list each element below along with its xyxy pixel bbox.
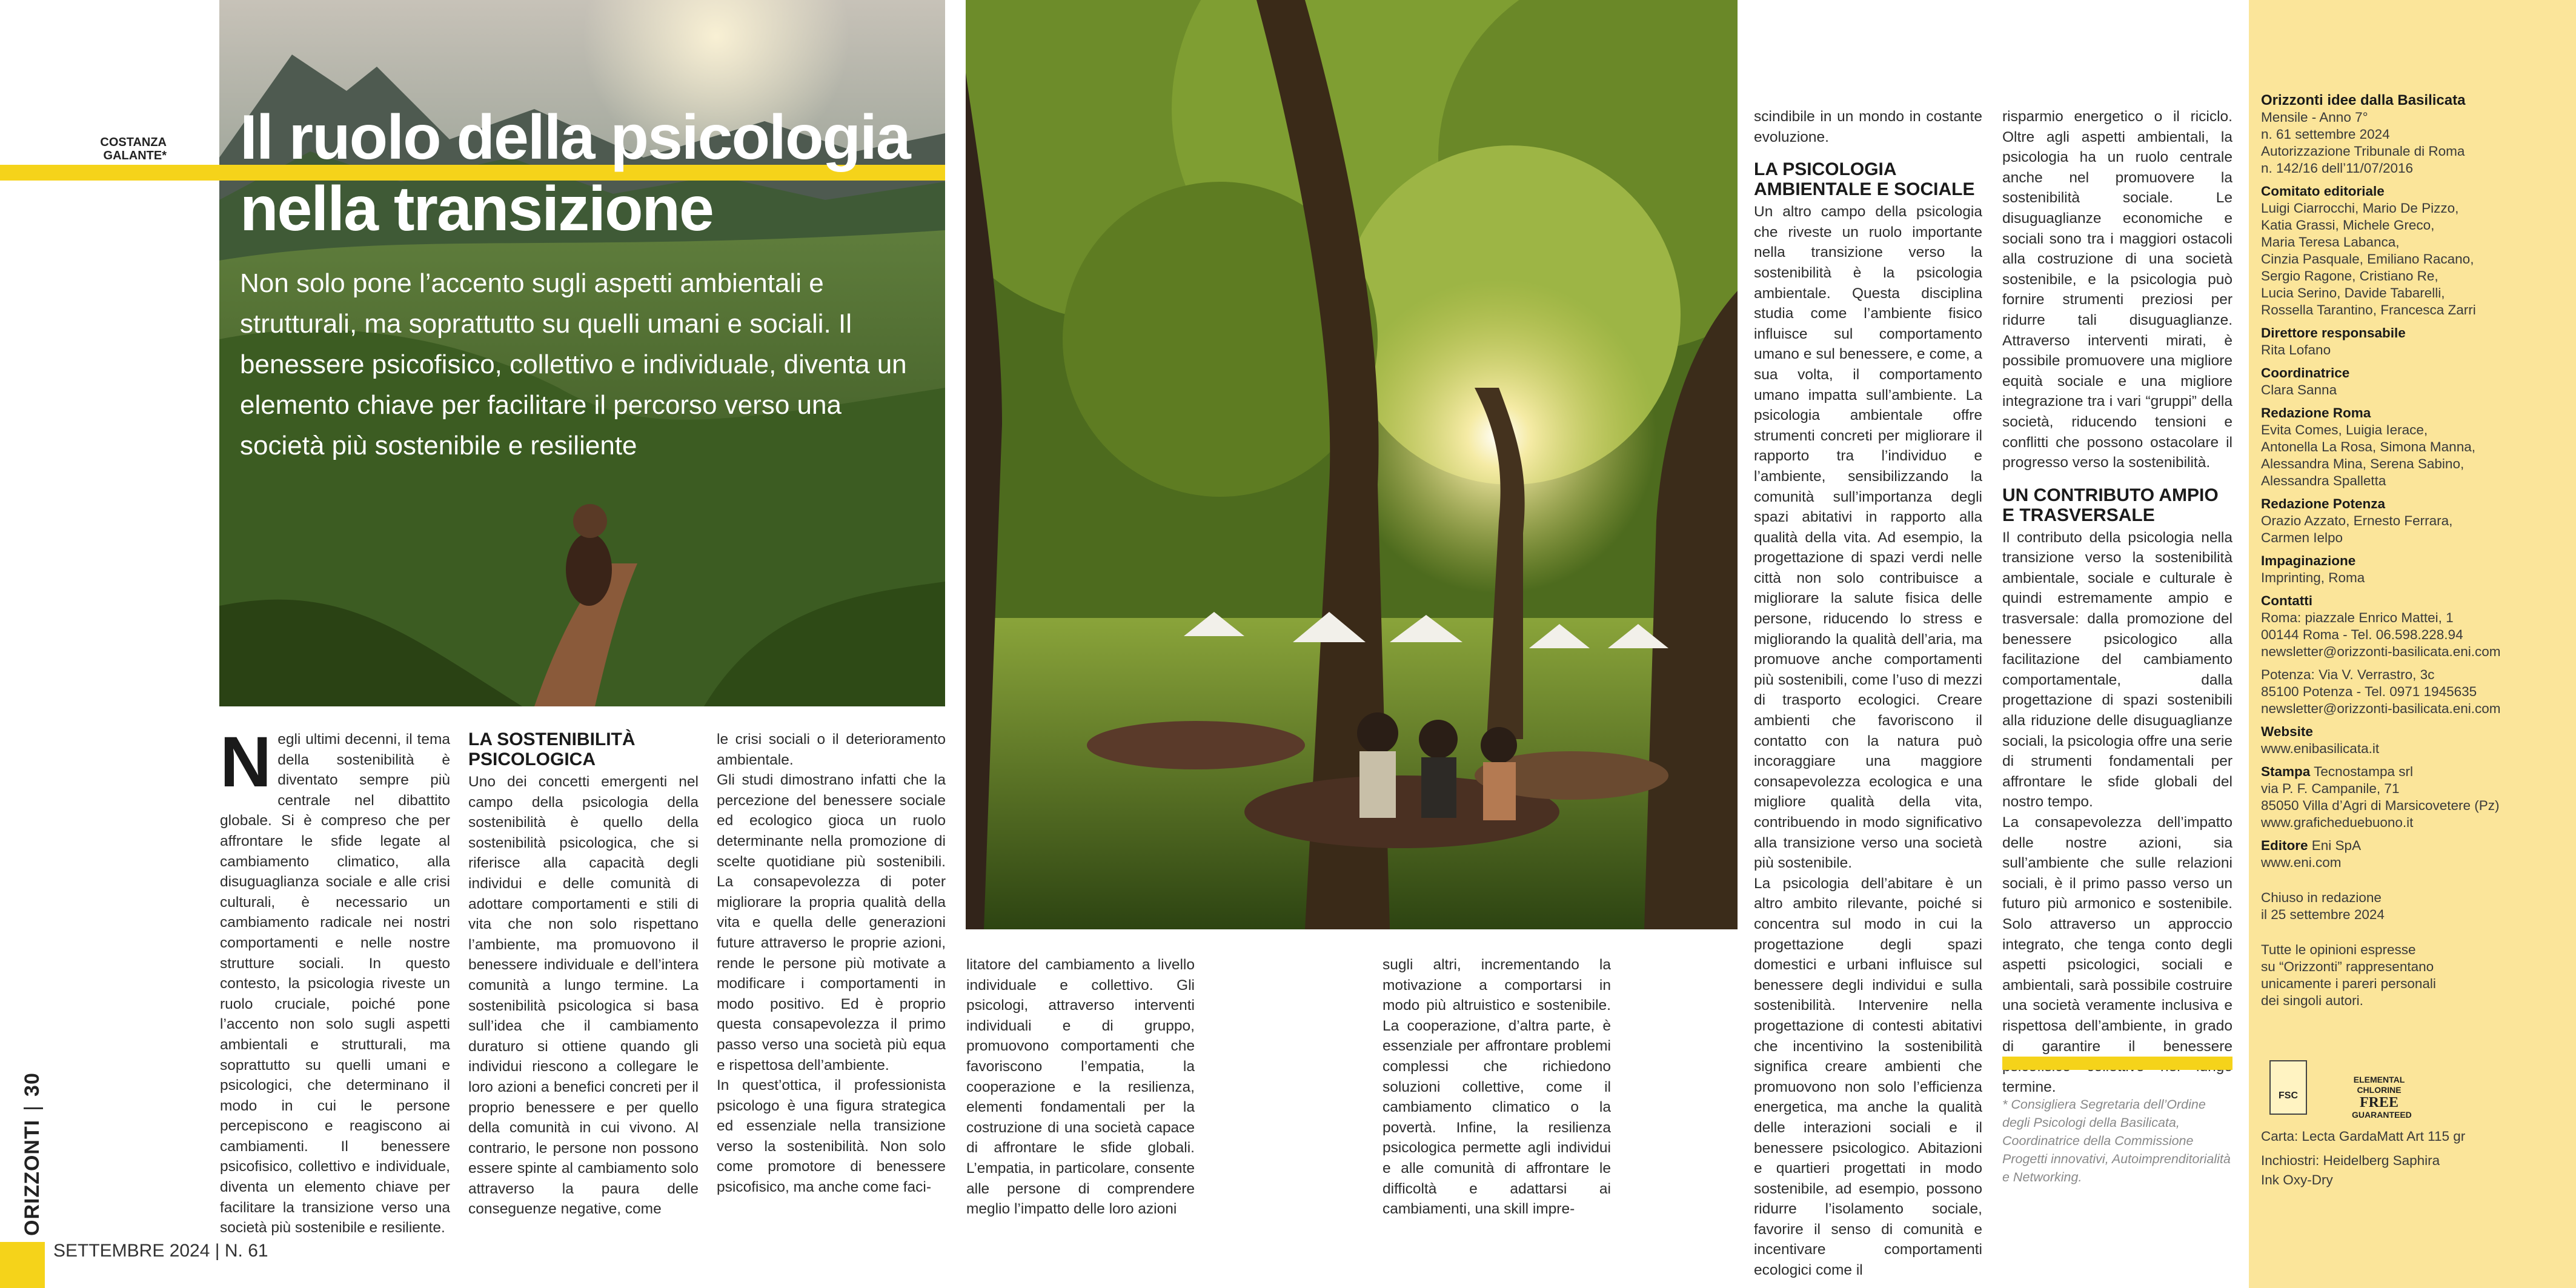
redazione-potenza-heading: Redazione Potenza: [2261, 496, 2386, 511]
roma-line-4: Alessandra Spalletta: [2261, 473, 2386, 488]
footnote-yellow-rule: [2002, 1057, 2232, 1070]
text-column-3: [717, 729, 946, 1198]
impaginazione-name: Imprinting, Roma: [2261, 570, 2365, 585]
stampa-site[interactable]: www.graficheduebuono.it: [2261, 815, 2414, 830]
paragraph-sostenibilita: Uno dei concetti emergenti nel campo della psicologia della sostenibilità è quello della sostenibilità psicologica, che si riferisce alla capacità degli individui e delle comunità di adottare comportamenti e stili di vita che non solo rispettano l’ambiente, ma promuovono il benessere individuale e dell’intera comunità a lungo termine. La sostenibilità psicologica si basa sull’idea che il cambiamento duraturo si ottiene quando gli individui riescono a collegare le loro azioni a benefici concreti per il proprio benessere e per quello della comunità in cui vivono. Al contrario, le persone non possono essere spinte al cambiamento solo attraverso la paura delle conseguenze negative, come: [468, 774, 699, 1218]
coordinatrice-name: Clara Sanna: [2261, 382, 2337, 397]
inchiostri-line-1: Inchiostri: Heidelberg Saphira: [2261, 1153, 2440, 1168]
potenza-line-2: Carmen Ielpo: [2261, 530, 2343, 545]
text-column-7: [2002, 107, 2232, 1097]
colophon-text: [2261, 92, 2564, 1009]
fsc-logo-icon: FSC: [2269, 1060, 2307, 1115]
opinioni-line-1: Tutte le opinioni espresse: [2261, 942, 2416, 957]
chiuso-line-1: Chiuso in redazione: [2261, 890, 2382, 905]
text-column-5: [1383, 955, 1611, 1220]
contatti-potenza-1: Potenza: Via V. Verrastro, 3c: [2261, 667, 2435, 682]
heading-contributo: UN CONTRIBUTO AMPIO E TRASVERSALE: [2002, 485, 2219, 525]
impaginazione-heading: Impaginazione: [2261, 553, 2356, 568]
colophon-panel: [2249, 0, 2576, 1288]
contatti-roma-1: Roma: piazzale Enrico Mattei, 1: [2261, 610, 2454, 625]
opinioni-line-3: unicamente i pareri personali: [2261, 976, 2436, 991]
park-photo-gathering: [966, 0, 1738, 929]
issue-footer: SETTEMBRE 2024 | N. 61: [53, 1241, 268, 1261]
comitato-line-7: Rossella Tarantino, Francesca Zarri: [2261, 302, 2476, 317]
intro-paragraph: egli ultimi decenni, il tema della sostenibilità è diventato sempre più centrale nel dibattito globale. Si è compreso che per affrontare le sfide legate al cambiamento climatico, alla disuguaglianza sociale e alle crisi culturali, è necessario un cambiamento radicale nei nostri comportamenti e nelle nostre strutture sociali. In questo contesto, la psicologia riveste un ruolo cruciale, poiché pone l’accento non solo sugli aspetti ambientali e strutturali, ma soprattutto su quelli umani e psicologici, che determinano il modo in cui le persone percepiscono e reagiscono ai cambiamenti. Il benessere psicofisico, collettivo e individuale, diventa un elemento chiave per facilitare la transizione verso una società più sostenibile e resiliente.: [220, 731, 450, 1237]
side-margin: [0, 0, 55, 1288]
magazine-name: ORIZZONTI: [21, 1119, 44, 1236]
ecf-logo-icon: ELEMENTAL CHLORINE FREE GUARANTEED: [2352, 1075, 2412, 1120]
website-heading: Website: [2261, 724, 2313, 739]
website-link[interactable]: www.enibasilicata.it: [2261, 741, 2380, 756]
certification-logos: [2261, 1059, 2443, 1126]
text-column-1: [220, 722, 450, 1238]
chiuso-line-2: il 25 settembre 2024: [2261, 907, 2385, 922]
paragraph-ambientale: Un altro campo della psicologia che riveste un ruolo importante nella transizione verso la sostenibilità è la psicologia ambientale. Questa disciplina studia come l’ambiente fisico influisce sul comportamento umano e sul benessere, e come, a sua volta, il comportamento umano impatta sull’ambiente. La psicologia ambientale offre strumenti concreti per migliorare il rapporto tra l’individuo e l’ambiente, sensibilizzando la comunità sull’importanza degli spazi abitativi in rapporto alla qualità della vita. Ad esempio, la progettazione di spazi verdi nelle città non solo contribuisce a migliorare la salute fisica delle persone, riducendo lo stress e migliorando la qualità dell’aria, ma promuove anche comportamenti più sostenibili, come l’uso di mezzi di trasporto ecologici. Creare ambienti che favoriscono il contatto con la natura può incoraggiare una maggiore consapevolezza ecologica e una migliore qualità della vita, contribuendo in modo significativo alla transizione verso una società più sostenibile.: [1754, 204, 1982, 872]
comitato-line-1: Luigi Ciarrocchi, Mario De Pizzo,: [2261, 201, 2459, 216]
text-column-4: [966, 955, 1195, 1220]
yellow-corner-block: [0, 1242, 45, 1288]
paragraph-contributo: Il contributo della psicologia nella transizione verso la sostenibilità ambientale, sociale e culturale è quindi estremamente ampio e trasversale: dalla promozione del benessere psicologico alla facilitazione del cambiamento comportamentale, dalla progettazione di spazi sostenibili alla riduzione delle disuguaglianze sociali, la psicologia offre una serie di strumenti fondamentali per affrontare le sfide globali del nostro tempo.: [2002, 529, 2232, 811]
direttore-heading: Direttore responsabile: [2261, 325, 2406, 340]
stampa-company: Tecnostampa srl: [2314, 764, 2413, 779]
paragraph-ottica: In quest’ottica, il professionista psicologo è una figura strategica ed essenziale nella transizione verso la sostenibilità. Non solo come promotore di benessere psicofisico, ma anche come faci-: [717, 1077, 946, 1196]
paragraph-crisi: le crisi sociali o il deterioramento ambientale.: [717, 731, 946, 768]
colophon-info-3: Autorizzazione Tribunale di Roma: [2261, 144, 2465, 159]
comitato-line-6: Lucia Serino, Davide Tabarelli,: [2261, 285, 2445, 300]
opinioni-line-4: dei singoli autori.: [2261, 993, 2363, 1008]
comitato-line-4: Cinzia Pasquale, Emiliano Racano,: [2261, 251, 2474, 267]
colophon-info-4: n. 142/16 dell’11/07/2016: [2261, 161, 2414, 176]
text-column-2: [468, 729, 699, 1220]
direttore-name: Rita Lofano: [2261, 342, 2331, 357]
editore-site[interactable]: www.eni.com: [2261, 855, 2342, 870]
stampa-line-2: 85050 Villa d’Agri di Marsicovetere (Pz): [2261, 798, 2500, 813]
colophon-info-2: n. 61 settembre 2024: [2261, 127, 2390, 142]
editore-name: Eni SpA: [2311, 838, 2362, 853]
article-title: Il ruolo della psicologia nella transizione: [240, 102, 910, 244]
author-footnote: * Consigliera Segretaria dell’Ordine degli Psicologi della Basilicata, Coordinatrice della Commissione Progetti innovativi, Autoimprenditorialità e Networking.: [2002, 1097, 2231, 1184]
inchiostri-line-2: Ink Oxy-Dry: [2261, 1172, 2333, 1187]
page-number: 30: [21, 1072, 44, 1097]
author-name: COSTANZA GALANTE*: [100, 136, 167, 162]
carta-line: Carta: Lecta GardaMatt Art 115 gr: [2261, 1129, 2466, 1144]
vertical-page-label: ORIZZONTI|30: [21, 1072, 44, 1236]
potenza-line-1: Orazio Azzato, Ernesto Ferrara,: [2261, 513, 2453, 528]
park-photo-illustration: [966, 0, 1738, 929]
paragraph-studi: Gli studi dimostrano infatti che la percezione del benessere sociale ed ecologico gioca un ruolo determinante nella promozione di scelte quotidiane più sostenibili. La consapevolezza di poter migliorare la propria qualità della vita e quella delle generazioni future attraverso le proprie azioni, rende le persone più motivate a modificare i comportamenti in modo positivo. Ed è proprio questa consapevolezza il primo passo verso una società più equa e rispettosa dell’ambiente.: [717, 772, 946, 1074]
paragraph-facilitatore: litatore del cambiamento a livello individuale e collettivo. Gli psicologi, attraverso interventi individuali e di gruppo, promuovono comportamenti che favoriscono l’empatia, la cooperazione e la resilienza, elementi fondamentali per la costruzione di una società capace di affrontare le sfide globali. L’empatia, in particolare, consente alle persone di comprendere meglio l’impatto delle loro azioni: [966, 957, 1195, 1218]
contatti-roma-2: 00144 Roma - Tel. 06.598.228.94: [2261, 627, 2463, 642]
colophon-title: Orizzonti idee dalla Basilicata: [2261, 92, 2466, 108]
paper-ink-info: [2261, 1127, 2564, 1190]
contatti-heading: Contatti: [2261, 593, 2312, 608]
stampa-heading: Stampa: [2261, 764, 2311, 779]
comitato-line-2: Katia Grassi, Michele Greco,: [2261, 217, 2435, 233]
contatti-roma-email[interactable]: newsletter@orizzonti-basilicata.eni.com: [2261, 644, 2501, 659]
comitato-heading: Comitato editoriale: [2261, 184, 2385, 199]
paragraph-scindibile: scindibile in un mondo in costante evoluzione.: [1754, 108, 1982, 145]
drop-cap: N: [220, 722, 272, 802]
colophon-info-1: Mensile - Anno 7°: [2261, 110, 2368, 125]
paragraph-sociale: risparmio energetico o il riciclo. Oltre agli aspetti ambientali, la psicologia ha un ruolo centrale anche nel promuovere la sostenibilità sociale. Le disuguaglianze economiche e sociali sono tra i maggiori ostacoli alla costruzione di una società sostenibile, e la psicologia può fornire strumenti preziosi per ridurre tali disuguaglianze. Attraverso interventi mirati, è possibile promuovere una migliore equità sociale e una migliore integrazione tra i vari “gruppi” della società, riducendo tensioni e conflitti che possono ostacolare il progresso verso la sostenibilità.: [2002, 108, 2232, 471]
opinioni-line-2: su “Orizzonti” rappresentano: [2261, 959, 2434, 974]
heading-ambientale: LA PSICOLOGIA AMBIENTALE E SOCIALE: [1754, 159, 1975, 200]
roma-line-1: Evita Comes, Luigia Ierace,: [2261, 422, 2428, 437]
stampa-line-1: via P. F. Campanile, 71: [2261, 781, 2400, 796]
coordinatrice-heading: Coordinatrice: [2261, 365, 2350, 380]
paragraph-consapevolezza: La consapevolezza dell’impatto delle nostre azioni, sia sull’ambiente che sulle relazioni sociali, è il primo passo verso un futuro più armonico e sostenibile. Solo attraverso un approccio integrato, che tenga conto degli aspetti psicologici, sociali e ambientali, sarà possibile costruire una società veramente inclusiva e rispettosa dell’ambiente, in grado di garantire il benessere termine.: [2002, 814, 2232, 1095]
heading-sostenibilita: LA SOSTENIBILITÀ PSICOLOGICA: [468, 729, 636, 769]
roma-line-3: Alessandra Mina, Serena Sabino,: [2261, 456, 2465, 471]
stampa-line: [2261, 763, 2564, 780]
comitato-line-5: Sergio Ragone, Cristiano Re,: [2261, 268, 2438, 284]
roma-line-2: Antonella La Rosa, Simona Manna,: [2261, 439, 2475, 454]
paragraph-abitare: La psicologia dell’abitare è un altro ambito rilevante, poiché si concentra sul modo in cui la progettazione degli spazi domestici e urbani influisce sul benessere degli individui e sulla sostenibilità. Intervenire nella progettazione di contesti abitativi che incentivino la sostenibilità significa creare ambienti che promuovono non solo l’efficienza energetica, ma anche la qualità delle interazioni sociali e il benessere psicologico. Abitazioni e quartieri progettati in modo sostenibile, ad esempio, possono ridurre l’isolamento sociale, favorire il senso di comunità e incentivare comportamenti ecologici come il: [1754, 875, 1982, 1279]
editore-heading: Editore: [2261, 838, 2308, 853]
editore-line: [2261, 837, 2564, 854]
contatti-potenza-2: 85100 Potenza - Tel. 0971 1945635: [2261, 684, 2477, 699]
redazione-roma-heading: Redazione Roma: [2261, 405, 2371, 420]
text-column-6: [1754, 107, 1982, 1281]
comitato-line-3: Maria Teresa Labanca,: [2261, 234, 2400, 250]
paragraph-empatia: sugli altri, incrementando la motivazione a comportarsi in modo più altruistico e sostenibile. La cooperazione, d’altra parte, è essenziale per affrontare problemi complessi che richiedono soluzioni collettive, come il cambiamento climatico o la povertà. Infine, la resilienza psicologica permette agli individui e alle comunità di affrontare le difficoltà e adattarsi ai cambiamenti, una skill impre-: [1383, 957, 1611, 1218]
article-lead: Non solo pone l’accento sugli aspetti ambientali e strutturali, ma soprattutto su quelli umani e sociali. Il benessere psicofisico, collettivo e individuale, diventa un elemento chiave per facilitare il percorso verso una società più sostenibile e resiliente: [240, 268, 907, 460]
contatti-potenza-email[interactable]: newsletter@orizzonti-basilicata.eni.com: [2261, 701, 2501, 716]
